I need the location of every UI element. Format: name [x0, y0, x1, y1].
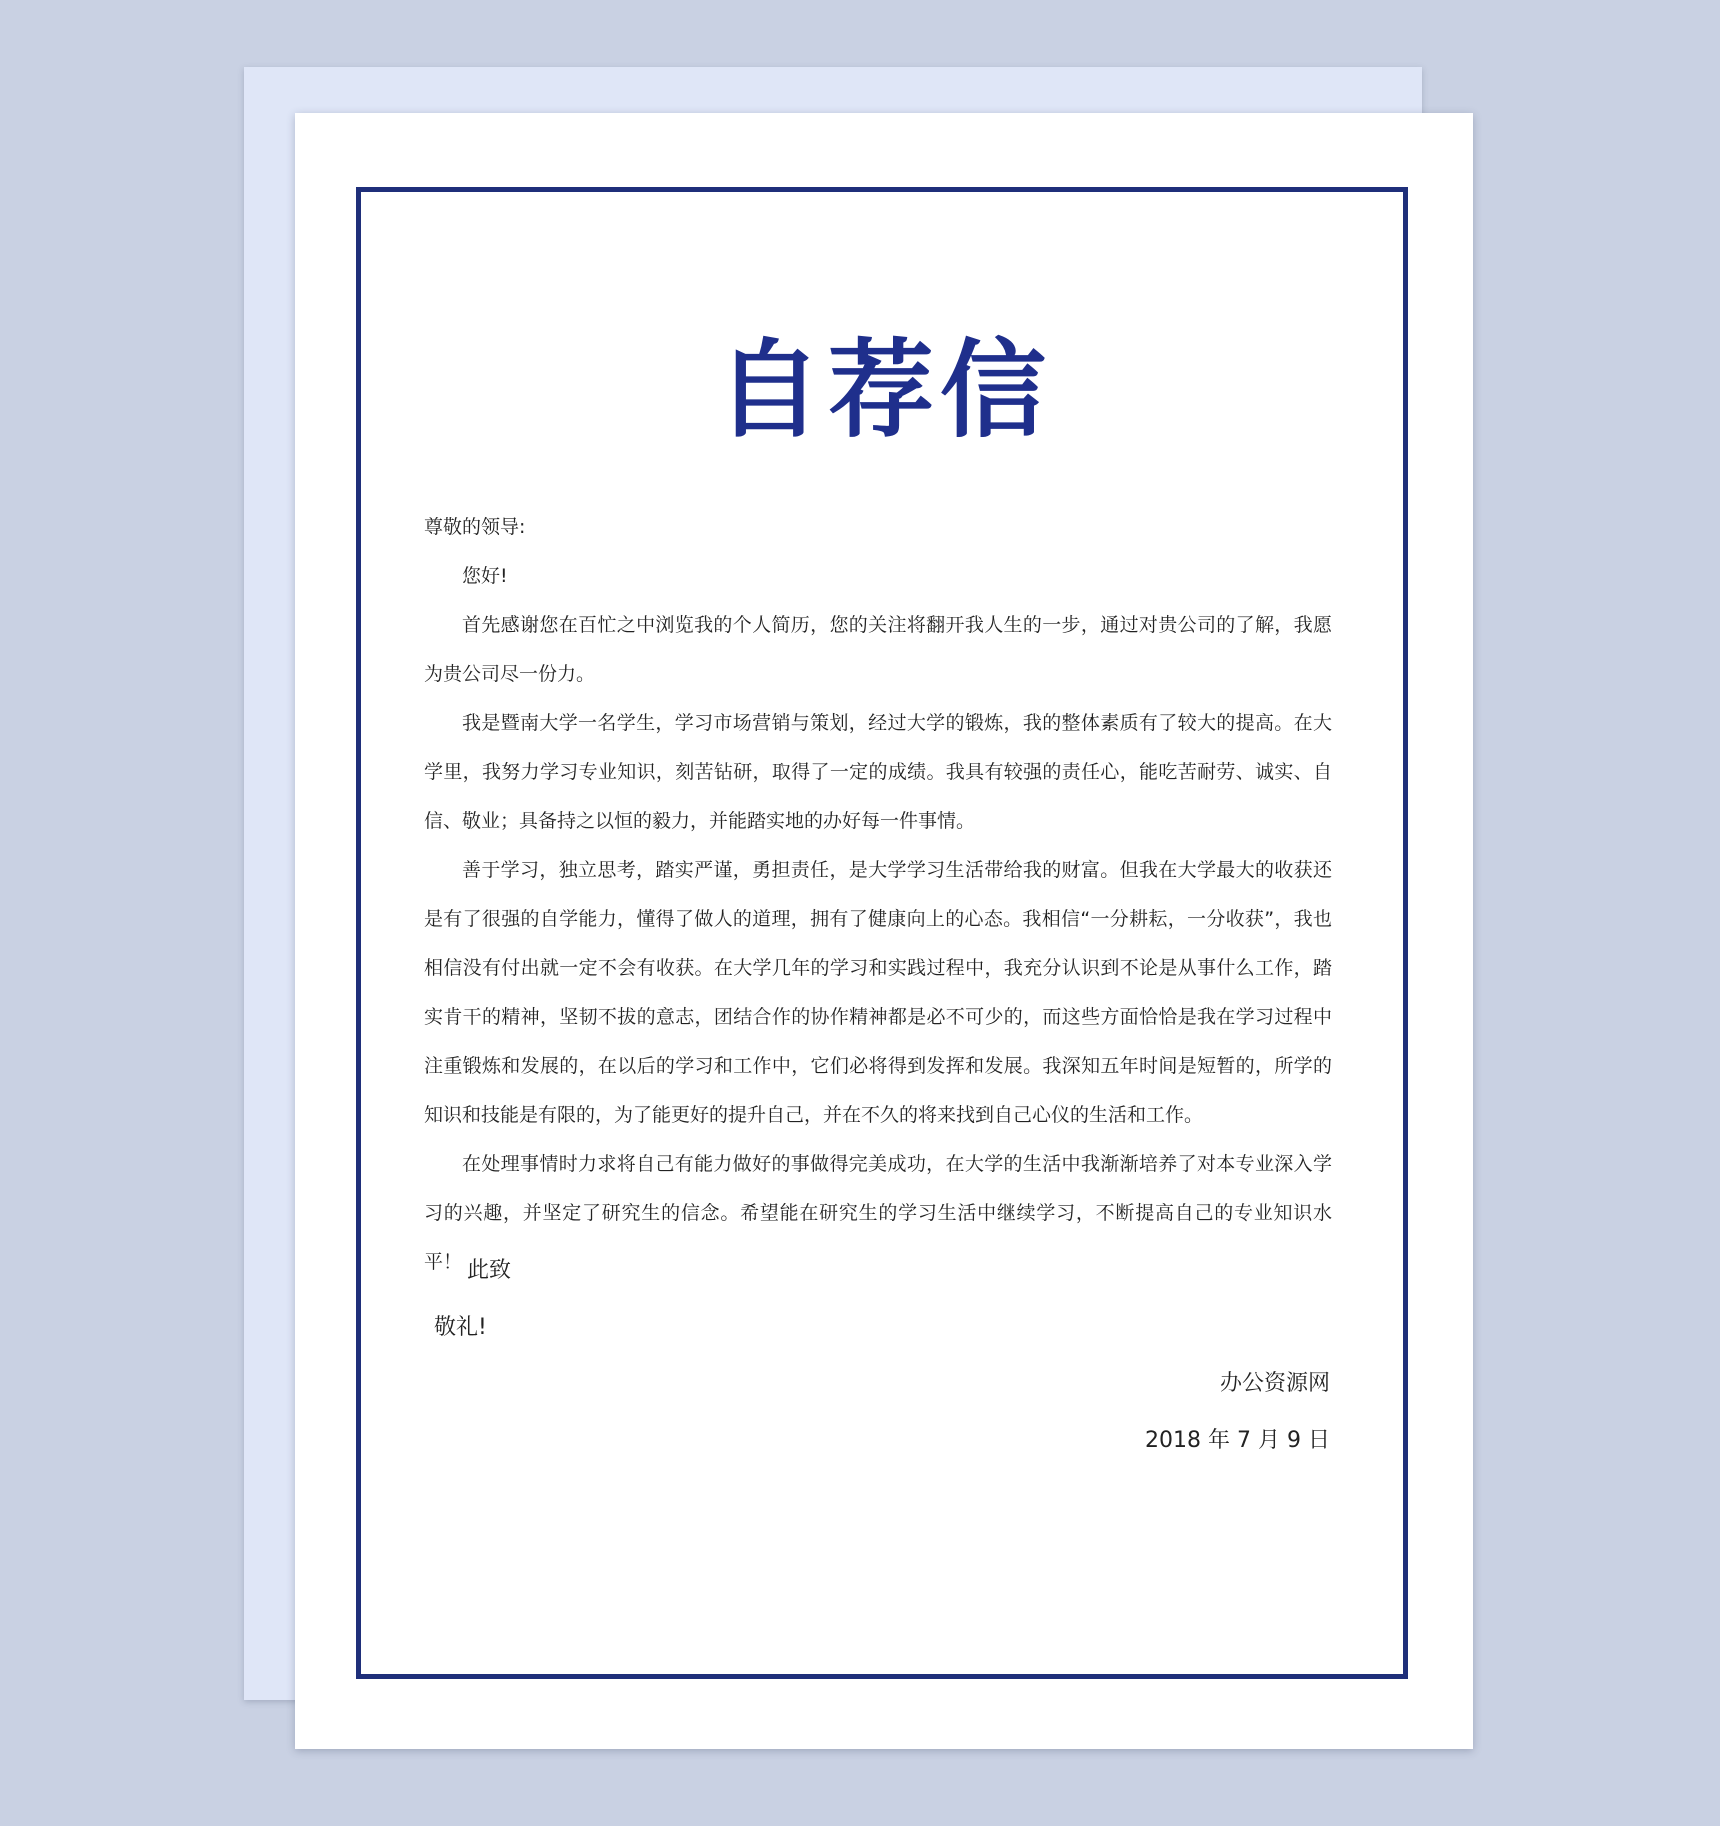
letter-page — [295, 113, 1473, 1749]
paragraph-4: 在处理事情时力求将自己有能力做好的事做得完美成功，在大学的生活中我渐渐培养了对本专业深入学习的兴趣，并坚定了研究生的信念。希望能在研究生的学习生活中继续学习，不断提高自己的专业知识水平！ — [424, 1153, 1332, 1273]
salutation: 尊敬的领导: — [424, 516, 526, 538]
paragraph-3: 善于学习，独立思考，踏实严谨，勇担责任，是大学学习生活带给我的财富。但我在大学最大的收获还是有了很强的自学能力，懂得了做人的道理，拥有了健康向上的心态。我相信“一分耕耘，一分收获”，我也相信没有付出就一定不会有收获。在大学几年的学习和实践过程中，我充分认识到不论是从事什么工作，踏实肯干的精神，坚韧不拔的意志，团结合作的协作精神都是必不可少的，而这些方面恰恰是我在学习过程中注重锻炼和发展的，在以后的学习和工作中，它们必将得到发挥和发展。我深知五年时间是短暂的，所学的知识和技能是有限的，为了能更好的提升自己，并在不久的将来找到自己心仪的生活和工作。 — [424, 859, 1332, 1126]
date: 2018 年 7 月 9 日 — [1145, 1428, 1330, 1453]
paragraph-2: 我是暨南大学一名学生，学习市场营销与策划，经过大学的锻炼，我的整体素质有了较大的提高。在大学里，我努力学习专业知识，刻苦钻研，取得了一定的成绩。我具有较强的责任心，能吃苦耐劳、诚实、自信、敬业；具备持之以恒的毅力，并能踏实地的办好每一件事情。 — [424, 712, 1332, 832]
page-title: 自荐信 — [716, 329, 1052, 452]
letter-body — [424, 503, 1332, 1287]
greeting: 您好! — [462, 565, 508, 587]
regards: 敬礼! — [434, 1315, 487, 1340]
paragraph-1: 首先感谢您在百忙之中浏览我的个人简历，您的关注将翻开我人生的一步，通过对贵公司的了解，我愿为贵公司尽一份力。 — [424, 614, 1332, 685]
closing: 此致 — [467, 1258, 512, 1283]
signature: 办公资源网 — [1219, 1371, 1330, 1396]
